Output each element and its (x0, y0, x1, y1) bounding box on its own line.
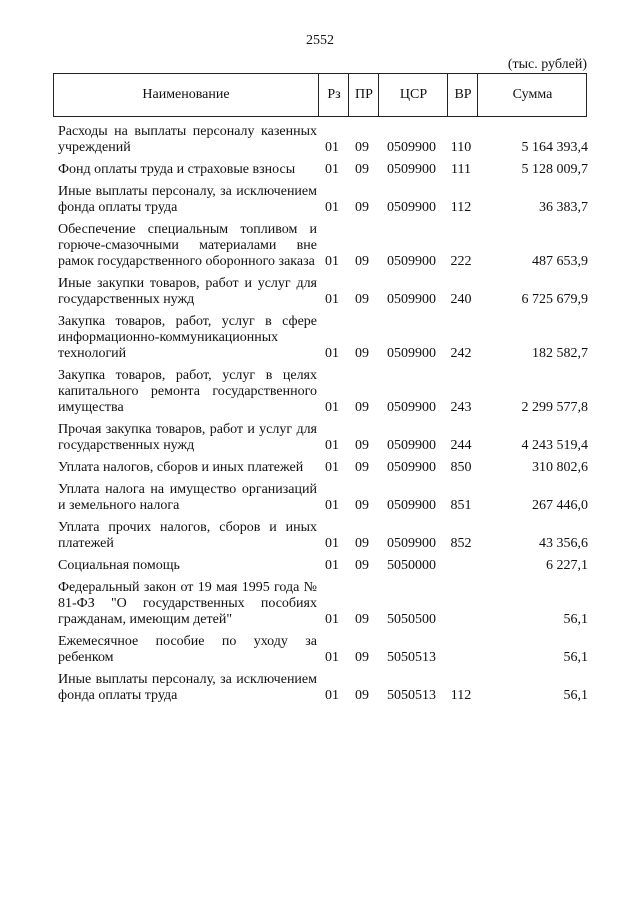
row-rz: 01 (325, 346, 339, 361)
row-name: Иные выплаты персоналу, за исключением фонда оплаты труда (58, 184, 317, 215)
row-pr: 09 (355, 254, 369, 269)
row-rz: 01 (325, 292, 339, 307)
row-vr: 222 (450, 254, 472, 269)
row-vr: 243 (450, 400, 472, 415)
header-sum: Сумма (477, 74, 587, 116)
row-csr: 5050500 (387, 612, 436, 627)
row-pr: 09 (355, 292, 369, 307)
table-row (58, 460, 588, 476)
header-name: Наименование (142, 87, 230, 102)
row-csr: 0509900 (387, 498, 436, 513)
row-name: Расходы на выплаты персоналу казенных учреждений (58, 124, 317, 155)
header-rz: Рз (318, 74, 349, 116)
row-vr: 242 (450, 346, 472, 361)
row-rz: 01 (325, 650, 339, 665)
table-row (58, 672, 588, 704)
row-pr: 09 (355, 650, 369, 665)
row-rz: 01 (325, 498, 339, 513)
row-rz: 01 (325, 688, 339, 703)
row-sum: 487 653,9 (532, 254, 588, 269)
row-sum: 310 802,6 (532, 460, 588, 475)
row-csr: 0509900 (387, 400, 436, 415)
header-pr: ПР (348, 74, 379, 116)
row-sum: 6 227,1 (546, 558, 588, 573)
row-csr: 5050000 (387, 558, 436, 573)
row-name: Федеральный закон от 19 мая 1995 года № 81-ФЗ "О государственных пособиях гражданам, имеющим детей" (58, 580, 317, 627)
row-pr: 09 (355, 400, 369, 415)
header-csr: ЦСР (378, 74, 448, 116)
page-number: 2552 (306, 33, 334, 48)
row-name: Ежемесячное пособие по уходу за ребенком (58, 634, 317, 665)
table-row (58, 520, 588, 552)
row-pr: 09 (355, 438, 369, 453)
table-row (58, 124, 588, 156)
table-row (58, 558, 588, 574)
row-sum: 36 383,7 (539, 200, 588, 215)
row-pr: 09 (355, 536, 369, 551)
row-rz: 01 (325, 460, 339, 475)
row-vr: 112 (450, 688, 472, 703)
table-row (58, 580, 588, 628)
row-name: Закупка товаров, работ, услуг в целях капитального ремонта государственного имущества (58, 368, 317, 415)
table-row (58, 368, 588, 416)
table-row (58, 184, 588, 216)
row-name: Уплата прочих налогов, сборов и иных платежей (58, 520, 317, 551)
row-sum: 43 356,6 (539, 536, 588, 551)
row-rz: 01 (325, 536, 339, 551)
row-csr: 0509900 (387, 162, 436, 177)
table-row (58, 276, 588, 308)
row-csr: 0509900 (387, 140, 436, 155)
row-vr: 851 (450, 498, 472, 513)
table-row (58, 482, 588, 514)
row-name: Уплата налога на имущество организаций и земельного налога (58, 482, 317, 513)
row-name: Иные закупки товаров, работ и услуг для государственных нужд (58, 276, 317, 307)
row-sum: 2 299 577,8 (521, 400, 588, 415)
row-sum: 5 128 009,7 (521, 162, 588, 177)
table-row (58, 314, 588, 362)
row-vr: 112 (450, 200, 472, 215)
row-vr: 244 (450, 438, 472, 453)
row-name: Обеспечение специальным топливом и горюче-смазочными материалами вне рамок государственного оборонного заказа (58, 222, 317, 269)
table-body (58, 124, 588, 704)
row-rz: 01 (325, 612, 339, 627)
row-rz: 01 (325, 438, 339, 453)
row-csr: 0509900 (387, 200, 436, 215)
row-csr: 0509900 (387, 346, 436, 361)
row-pr: 09 (355, 460, 369, 475)
row-sum: 182 582,7 (532, 346, 588, 361)
row-pr: 09 (355, 558, 369, 573)
row-vr: 110 (450, 140, 472, 155)
row-sum: 267 446,0 (532, 498, 588, 513)
row-name: Иные выплаты персоналу, за исключением фонда оплаты труда (58, 672, 317, 703)
row-csr: 0509900 (387, 254, 436, 269)
row-rz: 01 (325, 162, 339, 177)
row-name: Прочая закупка товаров, работ и услуг для государственных нужд (58, 422, 317, 453)
row-vr: 852 (450, 536, 472, 551)
row-pr: 09 (355, 140, 369, 155)
row-csr: 0509900 (387, 460, 436, 475)
row-pr: 09 (355, 612, 369, 627)
row-name: Уплата налогов, сборов и иных платежей (58, 460, 304, 475)
row-vr: 111 (451, 162, 471, 177)
row-csr: 0509900 (387, 292, 436, 307)
row-pr: 09 (355, 498, 369, 513)
row-rz: 01 (325, 254, 339, 269)
row-rz: 01 (325, 140, 339, 155)
row-sum: 56,1 (563, 688, 588, 703)
row-pr: 09 (355, 346, 369, 361)
table-row (58, 162, 588, 178)
row-rz: 01 (325, 200, 339, 215)
row-vr: 240 (450, 292, 472, 307)
row-vr: 850 (450, 460, 472, 475)
row-sum: 56,1 (563, 650, 588, 665)
row-pr: 09 (355, 688, 369, 703)
row-csr: 5050513 (387, 650, 436, 665)
row-sum: 5 164 393,4 (521, 140, 588, 155)
row-csr: 0509900 (387, 536, 436, 551)
row-pr: 09 (355, 162, 369, 177)
header-vr: ВР (447, 74, 478, 116)
row-rz: 01 (325, 400, 339, 415)
row-pr: 09 (355, 200, 369, 215)
row-name: Закупка товаров, работ, услуг в сфере информационно-коммуникационных технологий (58, 314, 317, 361)
table-row (58, 222, 588, 270)
row-rz: 01 (325, 558, 339, 573)
row-csr: 0509900 (387, 438, 436, 453)
row-sum: 56,1 (563, 612, 588, 627)
row-name: Социальная помощь (58, 558, 180, 573)
table-row (58, 422, 588, 454)
table-row (58, 634, 588, 666)
row-name: Фонд оплаты труда и страховые взносы (58, 162, 296, 177)
row-sum: 4 243 519,4 (521, 438, 588, 453)
table-header (53, 73, 587, 117)
row-sum: 6 725 679,9 (521, 292, 588, 307)
units-label: (тыс. рублей) (507, 57, 587, 72)
row-csr: 5050513 (387, 688, 436, 703)
